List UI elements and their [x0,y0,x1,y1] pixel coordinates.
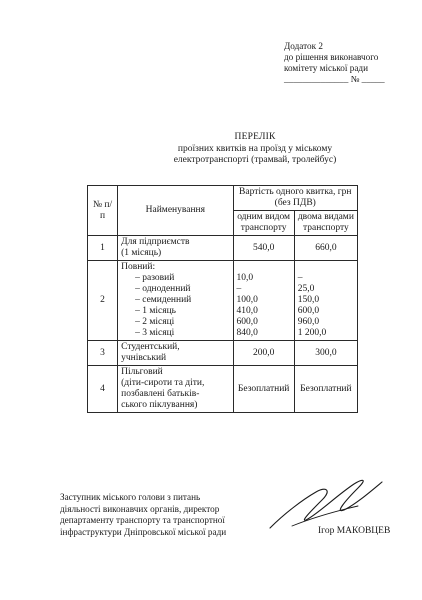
price-value: – [236,284,242,294]
addendum-line-2: до рішення виконавчого [284,52,379,62]
title-heading: ПЕРЕЛІК [234,132,276,142]
row-name-line: позбавлені батьків- [121,389,200,399]
row-name-line: учнівський [121,353,167,363]
row-name-line: Студентський, [121,342,180,352]
title-line-2: проїзних квитків на проїзд у міському [177,143,333,154]
row-name-line: Пільговий [121,367,163,377]
ticket-price-table [87,185,358,413]
row-name-line: (діти-сироти та діти, [121,378,205,388]
header-one-mode: одним видом транспорту [233,211,294,236]
row-name [118,341,233,366]
addendum-line-3: комітету міської ради [284,63,368,73]
addendum-number-line: ______________ № _____ [284,74,385,84]
table-row [88,236,358,261]
table-header-row [88,186,358,211]
row-name [118,366,233,413]
price-one-mode: Безоплатний [233,366,294,413]
row-name-line: – разовий [135,273,175,283]
table-row [88,366,358,413]
price-value: 600,0 [236,317,258,327]
price-two-modes: 300,0 [294,341,357,366]
price-two-modes [294,261,357,341]
price-value: 600,0 [297,306,320,316]
table-row [88,341,358,366]
row-name-line: – 2 місяці [135,317,175,327]
row-name-line: Для підприємств [121,237,190,247]
price-value: 960,0 [297,317,320,327]
row-name-line: – семиденний [135,295,192,305]
row-name-line: – 1 місяць [135,306,177,316]
price-value: 100,0 [236,295,258,305]
document-title [90,132,420,167]
price-two-modes: 660,0 [294,236,357,261]
footer-line-2: діяльності виконавчих органів, директор [60,503,220,514]
price-one-mode [233,261,294,341]
row-number: 3 [88,341,118,366]
price-one-mode: 200,0 [233,341,294,366]
addendum-line-1: Додаток 2 [284,41,323,51]
row-number: 2 [88,261,118,341]
header-name: Найменування [118,186,233,236]
addendum-block [284,41,416,85]
title-line-3: електротранспорті (трамвай, тролейбус) [173,155,337,165]
row-name [118,236,233,261]
header-number: № п/п [88,186,118,236]
row-name-line: – 3 місяці [135,328,175,338]
price-value: 25,0 [297,284,315,294]
row-name-line: Повний: [121,262,156,272]
row-name-line: ського піклування) [121,400,198,410]
price-two-modes: Безоплатний [294,366,357,413]
row-name-line: – одноденний [135,284,191,294]
price-value: 840,0 [236,328,258,338]
signatory-position [60,492,300,538]
header-cost: Вартість одного квитка, грн (без ПДВ) [233,186,357,211]
footer-line-3: департаменту транспорту та транспортної [60,515,225,525]
signer-name: Ігор МАКОВЦЕВ [318,526,391,536]
row-number: 4 [88,366,118,413]
table-row [88,261,358,341]
price-one-mode: 540,0 [233,236,294,261]
price-value: 150,0 [297,295,320,305]
price-value: 1 200,0 [297,328,327,338]
price-value: 10,0 [236,273,254,283]
footer-line-4: інфраструктури Дніпровської міської ради [60,526,227,537]
footer-line-1: Заступник міського голови з питань [60,492,201,502]
row-name [118,261,233,341]
row-number: 1 [88,236,118,261]
price-value: – [297,273,303,283]
price-value: 410,0 [236,306,258,316]
row-name-line: (1 місяць) [121,248,162,258]
header-two-modes: двома видами транспорту [294,211,357,236]
